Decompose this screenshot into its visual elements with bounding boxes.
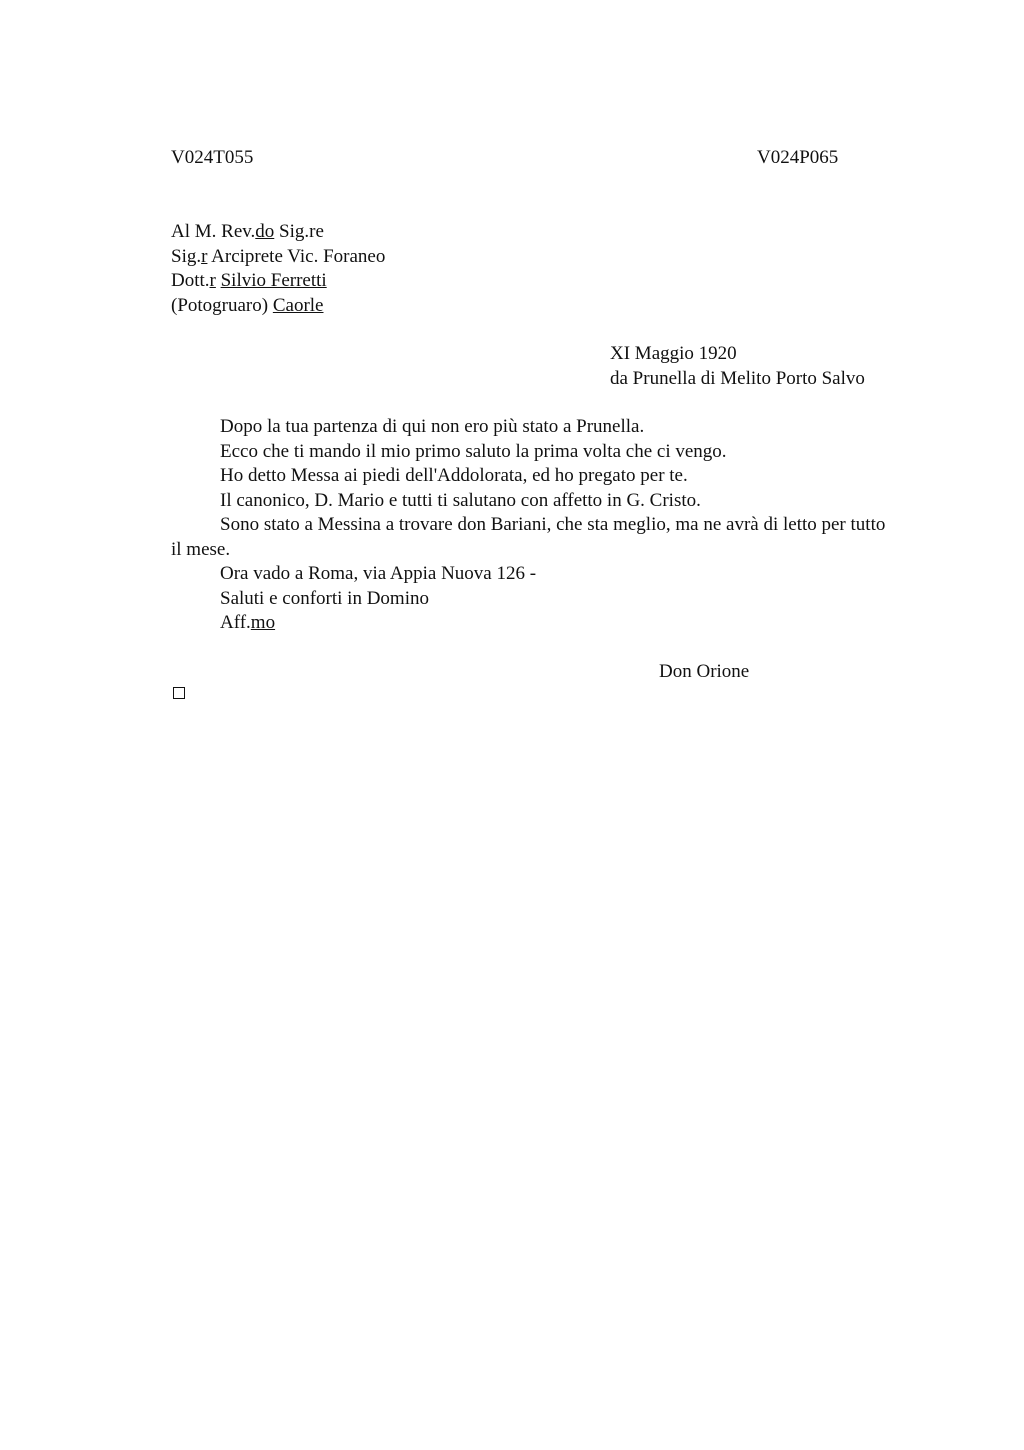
- address-line-3: Dott.r Silvio Ferretti: [171, 270, 327, 291]
- paragraph-7: Saluti e conforti in Domino: [220, 587, 429, 609]
- address-line-4: (Potogruaro) Caorle: [171, 294, 324, 316]
- paragraph-2: Ecco che ti mando il mio primo saluto la prima volta che ci vengo.: [220, 440, 727, 462]
- letter-body: [171, 415, 891, 636]
- address-line-2: Sig.r Arciprete Vic. Foraneo: [171, 245, 386, 267]
- address-line-1: Al M. Rev.do Sig.re: [171, 221, 324, 242]
- address-block: [171, 220, 385, 318]
- closing: Aff.mo: [220, 612, 276, 633]
- paragraph-3: Ho detto Messa ai piedi dell'Addolorata, ed ho pregato per te.: [220, 465, 688, 486]
- signature: Don Orione: [659, 661, 750, 682]
- document-code-right: V024P065: [757, 147, 839, 168]
- end-square-icon: [173, 687, 185, 699]
- paragraph-5: Sono stato a Messina a trovare don Bariani, che sta meglio, ma ne avrà di letto per tutto il mese.: [171, 514, 886, 560]
- letter-date: XI Maggio 1920: [610, 343, 737, 364]
- paragraph-1: Dopo la tua partenza di qui non ero più stato a Prunella.: [220, 416, 645, 437]
- paragraph-6: Ora vado a Roma, via Appia Nuova 126 -: [220, 563, 537, 584]
- paragraph-4: Il canonico, D. Mario e tutti ti salutano con affetto in G. Cristo.: [220, 489, 701, 511]
- document-code-left: V024T055: [171, 147, 254, 168]
- letter-place: da Prunella di Melito Porto Salvo: [610, 367, 865, 389]
- date-place-block: [610, 342, 865, 391]
